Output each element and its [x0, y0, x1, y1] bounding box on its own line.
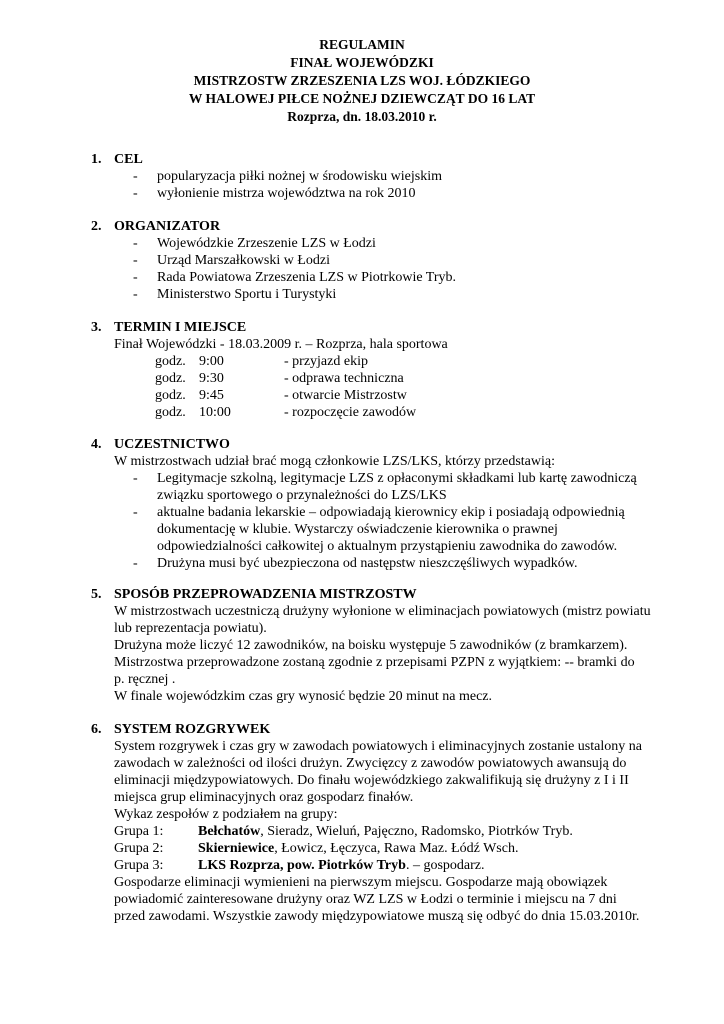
document-title — [0, 36, 724, 126]
section-number: 3. — [91, 320, 102, 335]
paragraph-line: przed zawodami. Wszystkie zawody międzypowiatowe muszą się odbyć do dnia 15.03.2010r. — [114, 909, 640, 924]
list-item-line: dokumentację w klubie. Wystarczy oświadczenie kierownika o prawnej — [157, 522, 558, 537]
list-item-line: aktualne badania lekarskie – odpowiadają kierownicy ekip i posiadają odpowiednią — [157, 505, 625, 520]
group-host: Bełchatów — [198, 824, 261, 839]
group-teams — [198, 858, 484, 875]
group-host: LKS Rozprza, pow. Piotrków Tryb — [198, 858, 406, 873]
section-heading — [91, 219, 220, 236]
schedule-label: godz. — [155, 405, 186, 420]
section-heading — [91, 437, 230, 454]
schedule-label: godz. — [155, 388, 186, 403]
paragraph-line: W finale wojewódzkim czas gry wynosić będzie 20 minut na mecz. — [114, 689, 493, 704]
paragraph-line: lub reprezentacja powiatu). — [114, 621, 267, 636]
paragraph-line: W mistrzostwach uczestniczą drużyny wyłonione w eliminacjach powiatowych (mistrz powiatu — [114, 604, 651, 619]
section-title: ORGANIZATOR — [114, 219, 221, 234]
paragraph-line: powiadomić zainteresowane drużyny oraz WZ LZS w Łodzi o terminie i miejscu na 7 dni — [114, 892, 617, 907]
schedule-event: - otwarcie Mistrzostw — [284, 388, 407, 403]
paragraph-line: System rozgrywek i czas gry w zawodach powiatowych i eliminacyjnych zostanie ustalony na — [114, 739, 642, 754]
group-label: Grupa 3: — [114, 858, 164, 873]
group-host: Skierniewice — [198, 841, 275, 856]
title-line: MISTRZOSTW ZRZESZENIA LZS WOJ. ŁÓDZKIEGO — [193, 73, 531, 88]
paragraph-line: eliminacji międzypowiatowych. Do finału wojewódzkiego zakwalifikują się drużyny z I i II — [114, 773, 629, 788]
section-title: TERMIN I MIEJSCE — [114, 320, 247, 335]
schedule-time: 9:30 — [199, 371, 224, 386]
schedule-event: - rozpoczęcie zawodów — [284, 405, 417, 420]
title-line: Rozprza, dn. 18.03.2010 r. — [287, 109, 437, 124]
list-item-line: związku sportowego o przynależności do LZS/LKS — [157, 488, 447, 503]
title-line: W HALOWEJ PIŁCE NOŻNEJ DZIEWCZĄT DO 16 LAT — [188, 91, 536, 106]
section-title: SPOSÓB PRZEPROWADZENIA MISTRZOSTW — [114, 587, 417, 602]
schedule-time: 10:00 — [199, 405, 231, 420]
section-title: CEL — [114, 152, 143, 167]
list-item: Ministerstwo Sportu i Turystyki — [157, 287, 337, 302]
schedule-label: godz. — [155, 371, 186, 386]
group-rest: , Sieradz, Wieluń, Pajęczno, Radomsko, Piotrków Tryb. — [260, 824, 573, 839]
paragraph-line: Mistrzostwa przeprowadzone zostaną zgodnie z przepisami PZPN z wyjątkiem: -- bramki do — [114, 655, 635, 670]
section-number: 1. — [91, 152, 102, 167]
section-intro: W mistrzostwach udział brać mogą członkowie LZS/LKS, którzy przedstawią: — [114, 454, 555, 469]
section-heading — [91, 587, 417, 604]
schedule-event: - odprawa techniczna — [284, 371, 404, 386]
section-title: SYSTEM ROZGRYWEK — [114, 722, 271, 737]
section-heading — [91, 320, 246, 337]
section-number: 6. — [91, 722, 102, 737]
list-item: Wojewódzkie Zrzeszenie LZS w Łodzi — [157, 236, 376, 251]
title-line: REGULAMIN — [319, 37, 405, 52]
schedule-time: 9:00 — [199, 354, 224, 369]
group-label: Grupa 1: — [114, 824, 164, 839]
list-item: wyłonienie mistrza województwa na rok 2010 — [157, 186, 416, 201]
paragraph-line: miejsca grup eliminacyjnych oraz gospodarz finałów. — [114, 790, 414, 805]
paragraph-line: p. ręcznej . — [114, 672, 176, 687]
group-teams — [198, 841, 518, 858]
list-item-line: Drużyna musi być ubezpieczona od następstw nieszczęśliwych wypadków. — [157, 556, 578, 571]
group-label: Grupa 2: — [114, 841, 164, 856]
group-rest: , Łowicz, Łęczyca, Rawa Maz. Łódź Wsch. — [274, 841, 519, 856]
paragraph-line: Wykaz zespołów z podziałem na grupy: — [114, 807, 338, 822]
paragraph-line: Gospodarze eliminacji wymienieni na pierwszym miejscu. Gospodarze mają obowiązek — [114, 875, 608, 890]
section-title: UCZESTNICTWO — [114, 437, 230, 452]
section-number: 5. — [91, 587, 102, 602]
section-heading — [91, 152, 143, 169]
list-item: popularyzacja piłki nożnej w środowisku wiejskim — [157, 169, 442, 184]
list-item: Urząd Marszałkowski w Łodzi — [157, 253, 331, 268]
paragraph-line: Drużyna może liczyć 12 zawodników, na boisku występuje 5 zawodników (z bramkarzem). — [114, 638, 628, 653]
section-heading — [91, 722, 270, 739]
list-item-line: Legitymacje szkolną, legitymacje LZS z opłaconymi składkami lub kartę zawodniczą — [157, 471, 637, 486]
section-number: 4. — [91, 437, 102, 452]
group-rest: . – gospodarz. — [405, 858, 485, 873]
list-item: Rada Powiatowa Zrzeszenia LZS w Piotrkowie Tryb. — [157, 270, 457, 285]
paragraph-line: zawodach w zależności od ilości drużyn. Zwycięzcy z zawodów powiatowych awansują do — [114, 756, 627, 771]
title-line: FINAŁ WOJEWÓDZKI — [290, 55, 434, 70]
document-page: REGULAMIN FINAŁ WOJEWÓDZKI MISTRZOSTW ZRZESZENIA LZS WOJ. ŁÓDZKIEGO W HALOWEJ PIŁCE NOŻNEJ DZIEWCZĄT DO 16 LAT Rozprza, dn. 18.03.2010 r. 1. CEL - popularyzacja piłki nożnej w środowisku wiejskim - wyłonienie mistrza województwa na rok 2010 2. ORGANIZATOR - Wojewódzkie Zrzeszenie LZS w Łodzi - Urząd Marszałkowski w Łodzi - Rada Powiatowa Zrzeszenia LZS w Piotrkowie Tryb. - Ministerstwo Sportu i Turystyki 3. TERMIN I MIEJSCE Finał Wojewódzki - 18.03.2009 r. – Rozprza, hala sportowa godz. 9:00 - przyjazd ekip godz. 9:30 - odprawa techniczna godz. 9:45 - otwarcie Mistrzostw godz. 10:00 - rozpoczęcie zawodów 4. UCZESTNICTWO W mistrzostwach udział brać mogą członkowie LZS/LKS, którzy przedstawią: - Legitymacje szkolną, legitymacje LZS z opłaconymi składkami lub kartę zawodniczą związku sportowego o przynależności do LZS/LKS - aktualne badania lekarskie – odpowiadają kierownicy ekip i posiadają odpowiednią dokumentację w klubie. Wystarczy oświadczenie kierownika o prawnej odpowiedzialności całkowitej o aktualnym przystąpieniu zawodnika do zawodów. - Drużyna musi być ubezpieczona od następstw nieszczęśliwych wypadków. 5. SPOSÓB PRZEPROWADZENIA MISTRZOSTW W mistrzostwach uczestniczą drużyny wyłonione w eliminacjach powiatowych (mistrz powiatu lub reprezentacja powiatu). Drużyna może liczyć 12 zawodników, na boisku występuje 5 zawodników (z bramkarzem). Mistrzostwa przeprowadzone zostaną zgodnie z przepisami PZPN z wyjątkiem: -- bramki do p. ręcznej . W finale wojewódzkim czas gry wynosić będzie 20 minut na mecz. 6. SYSTEM ROZGRYWEK System rozgrywek i czas gry w zawodach powiatowych i eliminacyjnych zostanie ustalony na zawodach w zależności od ilości drużyn. Zwycięzcy z zawodów powiatowych awansują do eliminacji międzypowiatowych. Do finału wojewódzkiego zakwalifikują się drużyny z I i II miejsca grup eliminacyjnych oraz gospodarz finałów. Wykaz zespołów z podziałem na grupy: Grupa 1: Bełchatów, Sieradz, Wieluń, Pajęczno, Radomsko, Piotrków Tryb. Grupa 2: Skierniewice, Łowicz, Łęczyca, Rawa Maz. Łódź Wsch. Grupa 3: LKS Rozprza, pow. Piotrków Tryb. – gospodarz. Gospodarze eliminacji wymienieni na pierwszym miejscu. Gospodarze mają obowiązek powiadomić zainteresowane drużyny oraz WZ LZS w Łodzi o terminie i miejscu na 7 dni przed zawodami. Wszystkie zawody międzypowiatowe muszą się odbyć do dnia 15.03.2010r. — [0, 0, 724, 1024]
schedule-label: godz. — [155, 354, 186, 369]
schedule-event: - przyjazd ekip — [284, 354, 368, 369]
schedule-time: 9:45 — [199, 388, 224, 403]
list-item-line: odpowiedzialności całkowitej o aktualnym przystąpieniu zawodnika do zawodów. — [157, 539, 618, 554]
section-number: 2. — [91, 219, 102, 234]
group-teams — [198, 824, 573, 841]
section-intro: Finał Wojewódzki - 18.03.2009 r. – Rozprza, hala sportowa — [114, 337, 448, 352]
